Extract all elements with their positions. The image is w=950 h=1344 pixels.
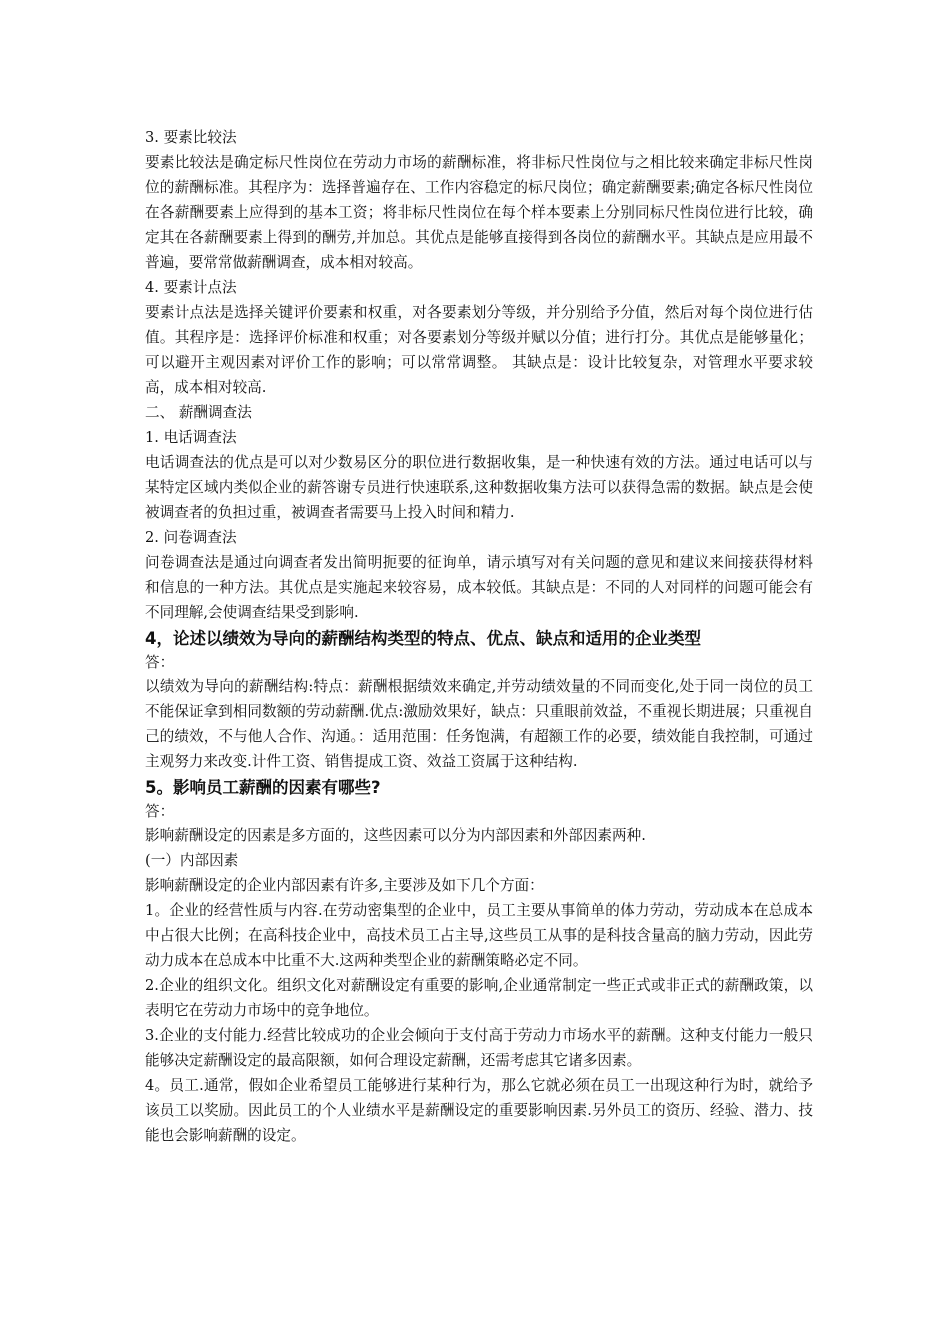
paragraph-performance-structure: 以绩效为导向的薪酬结构:特点：薪酬根据绩效来确定,并劳动绩效量的不同而变化,处于同一岗位的员工不能保证拿到相同数额的劳动薪酬.优点:激励效果好，缺点：只重眼前效益，不重视长期进展；只重视自己的绩效，不与他人合作、沟通。：适用范围：任务饱满，有超额工作的必要，绩效能自我控制，可通过主观努力来改变.计件工资、销售提成工资、效益工资属于这种结构. bbox=[145, 678, 813, 770]
question-5-heading: 5。影响员工薪酬的因素有哪些? bbox=[145, 778, 381, 797]
list-item-org-culture: 2.企业的组织文化。组织文化对薪酬设定有重要的影响,企业通常制定一些正式或非正式的薪酬政策，以表明它在劳动力市场中的竞争地位。 bbox=[145, 977, 813, 1019]
subheading-internal-factors: (一）内部因素 bbox=[145, 852, 239, 869]
list-item-ability-to-pay: 3.企业的支付能力.经营比较成功的企业会倾向于支付高于劳动力市场水平的薪酬。这种支付能力一般只能够决定薪酬设定的最高限额，如何合理设定薪酬，还需考虑其它诸多因素。 bbox=[145, 1027, 813, 1069]
paragraph-point-method: 要素计点法是选择关键评价要素和权重，对各要素划分等级，并分别给予分值，然后对每个岗位进行估值。其程序是：选择评价标准和权重；对各要素划分等级并赋以分值；进行打分。其优点是能够量化；可以避开主观因素对评价工作的影响；可以常常调整。 其缺点是：设计比较复杂，对管理水平要求较高，成本相对较高. bbox=[145, 304, 813, 396]
paragraph-questionnaire: 问卷调查法是通过向调查者发出简明扼要的征询单，请示填写对有关问题的意见和建议来间接获得材料和信息的一种方法。其优点是实施起来较容易，成本较低。其缺点是：不同的人对同样的问题可能会有不同理解,会使调查结果受到影响. bbox=[145, 554, 813, 621]
paragraph-factor-comparison: 要素比较法是确定标尺性岗位在劳动力市场的薪酬标准，将非标尺性岗位与之相比较来确定非标尺性岗位的薪酬标准。其程序为：选择普遍存在、工作内容稳定的标尺岗位；确定薪酬要素;确定各标尺性岗位在各薪酬要素上应得到的基本工资；将非标尺性岗位在每个样本要素上分别同标尺性岗位进行比较，确定其在各薪酬要素上得到的酬劳,并加总。其优点是能够直接得到各岗位的薪酬水平。其缺点是应用最不普遍，要常常做薪酬调查，成本相对较高。 bbox=[145, 154, 813, 271]
section-heading-salary-survey: 二、 薪酬调查法 bbox=[145, 404, 252, 421]
answer-label: 答： bbox=[145, 654, 175, 671]
subheading-factor-comparison: 3. 要素比较法 bbox=[145, 129, 237, 146]
list-item-employee: 4。员工.通常，假如企业希望员工能够进行某种行为，那么它就必须在员工一出现这种行为时，就给予该员工以奖励。因此员工的个人业绩水平是薪酬设定的重要影响因素.另外员工的资历、经验、潜力、技能也会影响薪酬的设定。 bbox=[145, 1077, 813, 1144]
list-item-business-nature: 1。企业的经营性质与内容.在劳动密集型的企业中，员工主要从事简单的体力劳动，劳动成本在总成本中占很大比例；在高科技企业中，高技术员工占主导,这些员工从事的是科技含量高的脑力劳动，因此劳动力成本在总成本中比重不大.这两种类型企业的薪酬策略必定不同。 bbox=[145, 902, 813, 969]
document-page bbox=[145, 125, 813, 1148]
subheading-phone-survey: 1. 电话调查法 bbox=[145, 429, 237, 446]
answer-label: 答： bbox=[145, 803, 175, 820]
paragraph-factors-intro: 影响薪酬设定的因素是多方面的，这些因素可以分为内部因素和外部因素两种. bbox=[145, 827, 646, 844]
subheading-questionnaire: 2. 问卷调查法 bbox=[145, 529, 237, 546]
paragraph-phone-survey: 电话调查法的优点是可以对少数易区分的职位进行数据收集，是一种快速有效的方法。通过电话可以与某特定区域内类似企业的薪答谢专员进行快速联系,这种数据收集方法可以获得急需的数据。缺点是会使被调查者的负担过重，被调查者需要马上投入时间和精力. bbox=[145, 454, 813, 521]
paragraph-internal-intro: 影响薪酬设定的企业内部因素有许多,主要涉及如下几个方面： bbox=[145, 877, 544, 894]
question-4-heading: 4，论述以绩效为导向的薪酬结构类型的特点、优点、缺点和适用的企业类型 bbox=[145, 629, 701, 648]
subheading-point-method: 4. 要素计点法 bbox=[145, 279, 237, 296]
